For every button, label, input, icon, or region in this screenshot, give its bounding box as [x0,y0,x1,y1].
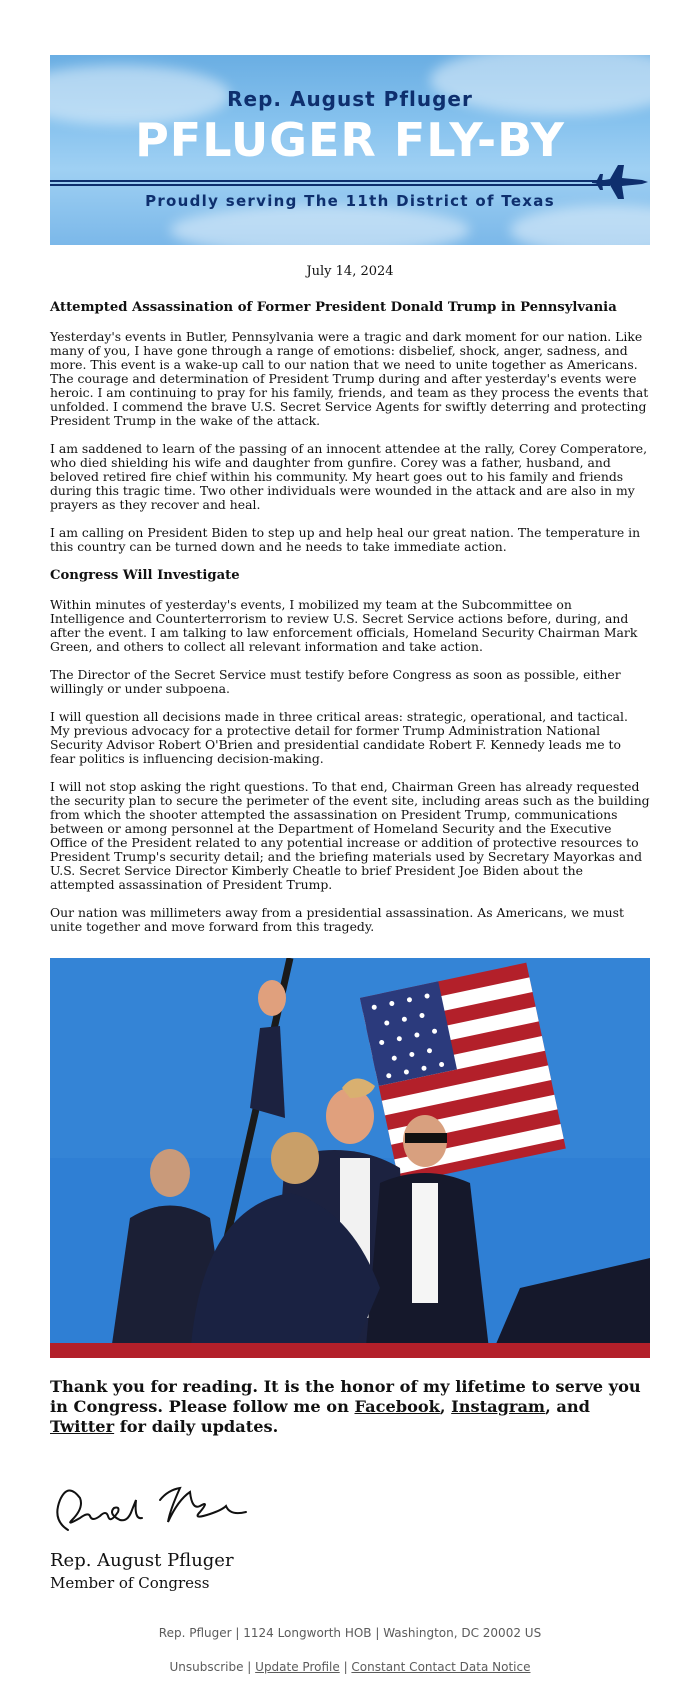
signature-title: Member of Congress [50,1574,210,1592]
data-notice-link[interactable]: Constant Contact Data Notice [351,1660,531,1674]
banner-tagline: Proudly serving The 11th District of Texas [145,192,555,210]
closing-separator: , and [545,1397,590,1416]
jet-trail [50,179,610,187]
update-profile-link[interactable]: Update Profile [255,1660,340,1674]
rally-photo-illustration [50,958,650,1358]
footer-links [0,1660,700,1674]
closing-text: Thank you for reading. It is the honor of my lifetime to serve you in Congress. Please follow me on [50,1377,641,1416]
unsubscribe-link[interactable]: Unsubscribe [169,1660,244,1674]
instagram-link[interactable]: Instagram [451,1397,546,1416]
footer-address: Rep. Pfluger | 1124 Longworth HOB | Washington, DC 20002 US [158,1626,542,1640]
paragraph: The Director of the Secret Service must testify before Congress as soon as possible, either willingly or under subpoena. [50,667,621,696]
facebook-link[interactable]: Facebook [354,1397,440,1416]
article-body [50,300,650,948]
rally-photo [50,958,650,1358]
closing-separator: , [439,1397,452,1416]
footer-separator: | [243,1660,256,1674]
footer-separator: | [339,1660,352,1674]
paragraph: I will question all decisions made in three critical areas: strategic, operational, and tactical. My previous advocacy for a protective detail for former Trump Administration National Security Advisor Robert O'Brien and presidential candidate Robert F. Kennedy leads me to fear politics is influencing decision-making. [50,709,628,766]
paragraph: Our nation was millimeters away from a presidential assassination. As Americans, we must unite together and move forward from this tragedy. [50,905,624,934]
section-heading: Attempted Assassination of Former President Donald Trump in Pennsylvania [50,300,617,315]
paragraph: I am calling on President Biden to step up and help heal our great nation. The temperature in this country can be turned down and he needs to take immediate action. [50,525,641,554]
paragraph: Yesterday's events in Butler, Pennsylvania were a tragic and dark moment for our nation. Like many of you, I have gone through a range of emotions: disbelief, shock, anger, sadness, and more. This event is a wake-up call to our nation that we need to unite together as Americans. The courage and determination of President Trump during and after yesterday's events were heroic. I am continuing to pray for his family, friends, and team as they process the events that unfolded. I commend the brave U.S. Secret Service Agents for swiftly deterring and protecting President Trump in the wake of the attack. [50,329,649,428]
header-banner [50,55,650,245]
signature-name: Rep. August Pfluger [50,1550,234,1571]
banner-rep-name: Rep. August Pfluger [227,87,473,111]
paragraph: I am saddened to learn of the passing of an innocent attendee at the rally, Corey Comperatore, who died shielding his wife and daughter from gunfire. Corey was a father, husband, and beloved retired fire chief within his community. My heart goes out to his family and friends during this tragic time. Two other individuals were wounded in the attack and are also in my prayers as they recover and heal. [50,441,648,512]
twitter-link[interactable]: Twitter [50,1417,115,1436]
signature-graphic [50,1460,250,1540]
paragraph: Within minutes of yesterday's events, I mobilized my team at the Subcommittee on Intelligence and Counterterrorism to review U.S. Secret Service actions before, during, and after the event. I am talking to law enforcement officials, Homeland Security Chairman Mark Green, and others to collect all relevant information and take action. [50,597,638,654]
banner-title: PFLUGER FLY-BY [135,113,565,167]
section-heading: Congress Will Investigate [50,568,240,583]
closing-text-end: for daily updates. [114,1417,279,1436]
closing-message [50,1377,650,1437]
newsletter-date: July 14, 2024 [306,264,394,279]
paragraph: I will not stop asking the right questions. To that end, Chairman Green has already requested the security plan to secure the perimeter of the event site, including areas such as the building from which the shooter attempted the assassination on President Trump, communications between or among personnel at the Department of Homeland Security and the Executive Office of the President related to any potential increase or addition of protective resources to President Trump's security detail; and the briefing materials used by Secretary Mayorkas and U.S. Secret Service Director Kimberly Cheatle to brief President Joe Biden about the attempted assassination of President Trump. [50,779,650,892]
